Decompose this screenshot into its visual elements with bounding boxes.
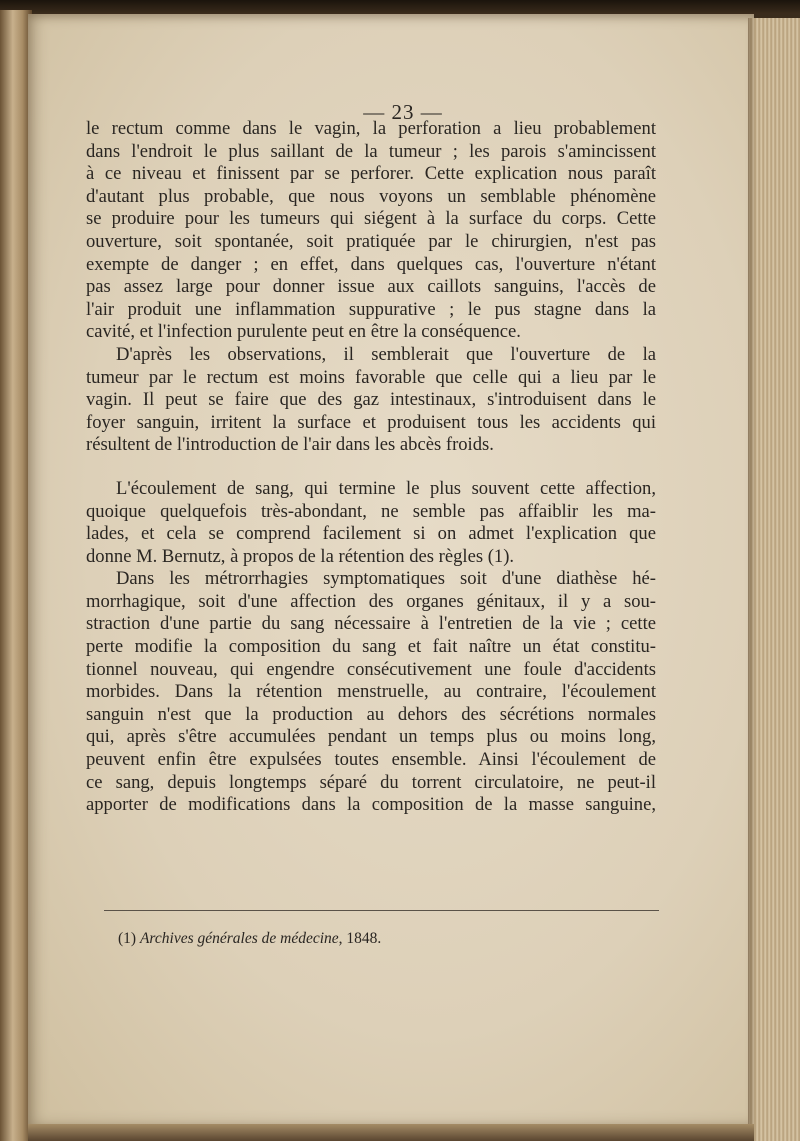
- paragraph-4: [86, 568, 656, 817]
- footnote-source: Archives générales de médecine: [139, 930, 339, 947]
- paragraph-1: [86, 118, 656, 344]
- text-line: peuvent enfin être expulsées toutes ensemble. Ainsi l'écoulement de: [86, 749, 656, 771]
- text-line: exempte de danger ; en effet, dans quelques cas, l'ouverture n'étant: [86, 253, 656, 275]
- text-line: ce sang, depuis longtemps séparé du torrent circulatoire, ne peut-il: [86, 771, 656, 793]
- text-line: donne M. Bernutz, à propos de la rétention des règles (1).: [86, 545, 515, 567]
- text-line: tumeur par le rectum est moins favorable que celle qui a lieu par le: [86, 366, 656, 388]
- text-line: morbides. Dans la rétention menstruelle, au contraire, l'écoulement: [86, 681, 656, 703]
- text-line: à ce niveau et finissent par se perforer. Cette explication nous paraît: [86, 163, 656, 185]
- page-number: — 23 —: [363, 100, 443, 124]
- scanner-backdrop: [0, 0, 800, 14]
- text-line: foyer sanguin, irritent la surface et produisent tous les accidents qui: [86, 411, 656, 433]
- text-line: morrhagique, soit d'une affection des organes génitaux, il y a sou-: [86, 590, 656, 612]
- text-line: le rectum comme dans le vagin, la perforation a lieu probablement: [86, 118, 656, 139]
- text-line: ouverture, soit spontanée, soit pratiquée par le chirurgien, n'est pas: [86, 230, 656, 252]
- page-edges-shadow: [748, 18, 756, 1141]
- text-line: lades, et cela se comprend facilement si on admet l'explication que: [86, 523, 656, 545]
- text-line: pas assez large pour donner issue aux caillots sanguins, l'accès de: [86, 276, 656, 298]
- text-line: d'autant plus probable, que nous voyons un semblable phénomène: [86, 185, 656, 207]
- text-line: vagin. Il peut se faire que des gaz intestinaux, s'introduisent dans le: [86, 389, 656, 411]
- page-bottom-edge: [28, 1124, 754, 1141]
- text-line: apporter de modifications dans la composition de la masse sanguine,: [86, 794, 656, 816]
- text-line: se produire pour les tumeurs qui siégent à la surface du corps. Cette: [86, 208, 656, 230]
- paragraph-3: [86, 478, 656, 568]
- footnote-marker: (1): [118, 930, 137, 947]
- footnote-year: , 1848.: [338, 930, 382, 947]
- text-line: D'après les observations, il semblerait que l'ouverture de la: [116, 343, 656, 365]
- text-line: résultent de l'introduction de l'air dans les abcès froids.: [86, 434, 494, 456]
- body-text: [86, 118, 656, 817]
- text-line: sanguin n'est que la production au dehors des sécrétions normales: [86, 703, 656, 725]
- text-line: dans l'endroit le plus saillant de la tumeur ; les parois s'amincissent: [86, 140, 656, 162]
- text-line: Dans les métrorrhagies symptomatiques soit d'une diathèse hé-: [116, 568, 656, 590]
- text-line: perte modifie la composition du sang et fait naître un état constitu-: [86, 636, 656, 658]
- footnote: [118, 930, 381, 948]
- text-line: straction d'une partie du sang nécessaire à l'entretien de la vie ; cette: [86, 613, 656, 635]
- paragraph-gap: [86, 457, 656, 478]
- text-line: l'air produit une inflammation suppurative ; le pus stagne dans la: [86, 298, 656, 320]
- text-line: L'écoulement de sang, qui termine le plus souvent cette affection,: [116, 477, 656, 499]
- text-line: qui, après s'être accumulées pendant un temps plus ou moins long,: [86, 726, 656, 748]
- text-line: tionnel nouveau, qui engendre consécutivement une foule d'accidents: [86, 658, 656, 680]
- paragraph-2: [86, 344, 656, 457]
- text-line: quoique quelquefois très-abondant, ne semble pas affaiblir les ma-: [86, 500, 656, 522]
- text-line: cavité, et l'infection purulente peut en être la conséquence.: [86, 321, 521, 343]
- footnote-rule: [104, 910, 659, 911]
